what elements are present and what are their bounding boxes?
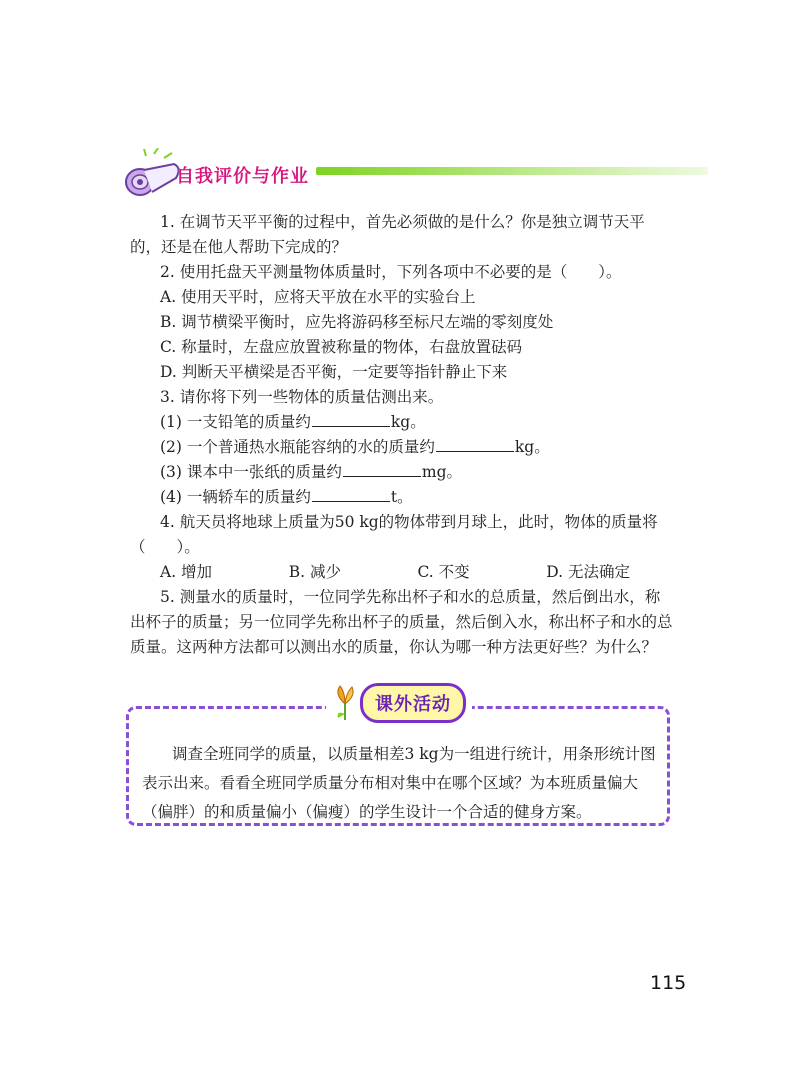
item-unit: kg。 bbox=[390, 413, 426, 431]
flower-icon bbox=[332, 684, 358, 722]
question-4-option-a: A. 增加 bbox=[160, 563, 213, 581]
answer-blank[interactable] bbox=[312, 412, 390, 427]
question-4: 4. 航天员将地球上质量为50 kg的物体带到月球上，此时，物体的质量将（ ）。 bbox=[130, 513, 658, 556]
answer-blank[interactable] bbox=[312, 487, 390, 502]
question-2-option-c: C. 称量时，左盘应放置被称量的物体，右盘放置砝码 bbox=[160, 338, 523, 356]
item-text: (4) 一辆轿车的质量约 bbox=[160, 488, 311, 506]
item-text: (1) 一支铅笔的质量约 bbox=[160, 413, 311, 431]
activity-badge bbox=[326, 683, 472, 723]
question-3-item-3 bbox=[130, 460, 675, 485]
section-header bbox=[118, 148, 708, 198]
item-unit: mg。 bbox=[421, 463, 463, 481]
question-1: 1. 在调节天平平衡的过程中，首先必须做的是什么？你是独立调节天平的，还是在他人帮助下完成的？ bbox=[130, 213, 645, 256]
item-unit: t。 bbox=[390, 488, 413, 506]
answer-blank[interactable] bbox=[436, 437, 514, 452]
question-5: 5. 测量水的质量时，一位同学先称出杯子和水的总质量，然后倒出水，称出杯子的质量；另一位同学先称出杯子的质量，然后倒入水，称出杯子和水的总质量。这两种方法都可以测出水的质量，你认为哪一种方法更好些？为什么？ bbox=[130, 588, 673, 656]
question-4-option-d: D. 无法确定 bbox=[546, 563, 630, 581]
section-title: 自我评价与作业 bbox=[176, 166, 309, 187]
question-3-item-2 bbox=[130, 435, 675, 460]
question-4-option-c: C. 不变 bbox=[417, 563, 470, 581]
item-unit: kg。 bbox=[514, 438, 550, 456]
question-2: 2. 使用托盘天平测量物体质量时，下列各项中不必要的是（ ）。 bbox=[160, 263, 622, 281]
question-3-item-4 bbox=[130, 485, 675, 510]
question-4-option-b: B. 减少 bbox=[288, 563, 341, 581]
question-4-options bbox=[130, 560, 675, 585]
activity-label: 课外活动 bbox=[360, 683, 466, 723]
answer-blank[interactable] bbox=[343, 462, 421, 477]
question-2-option-d: D. 判断天平横梁是否平衡，一定要等指针静止下来 bbox=[160, 363, 508, 381]
question-3-item-1 bbox=[130, 410, 675, 435]
question-2-option-b: B. 调节横梁平衡时，应先将游码移至标尺左端的零刻度处 bbox=[160, 313, 554, 331]
activity-description bbox=[142, 740, 662, 827]
activity-paragraph: 调查全班同学的质量，以质量相差3 kg为一组进行统计，用条形统计图表示出来。看看全班同学质量分布相对集中在哪个区域？为本班质量偏大（偏胖）的和质量偏小（偏瘦）的学生设计一个合适的健身方案。 bbox=[142, 745, 656, 821]
question-3: 3. 请你将下列一些物体的质量估测出来。 bbox=[160, 388, 444, 406]
question-2-option-a: A. 使用天平时，应将天平放在水平的实验台上 bbox=[160, 288, 476, 306]
header-divider-bar bbox=[316, 167, 708, 175]
page-number: 115 bbox=[650, 972, 687, 994]
item-text: (2) 一个普通热水瓶能容纳的水的质量约 bbox=[160, 438, 435, 456]
item-text: (3) 课本中一张纸的质量约 bbox=[160, 463, 342, 481]
exercise-list bbox=[130, 210, 675, 660]
